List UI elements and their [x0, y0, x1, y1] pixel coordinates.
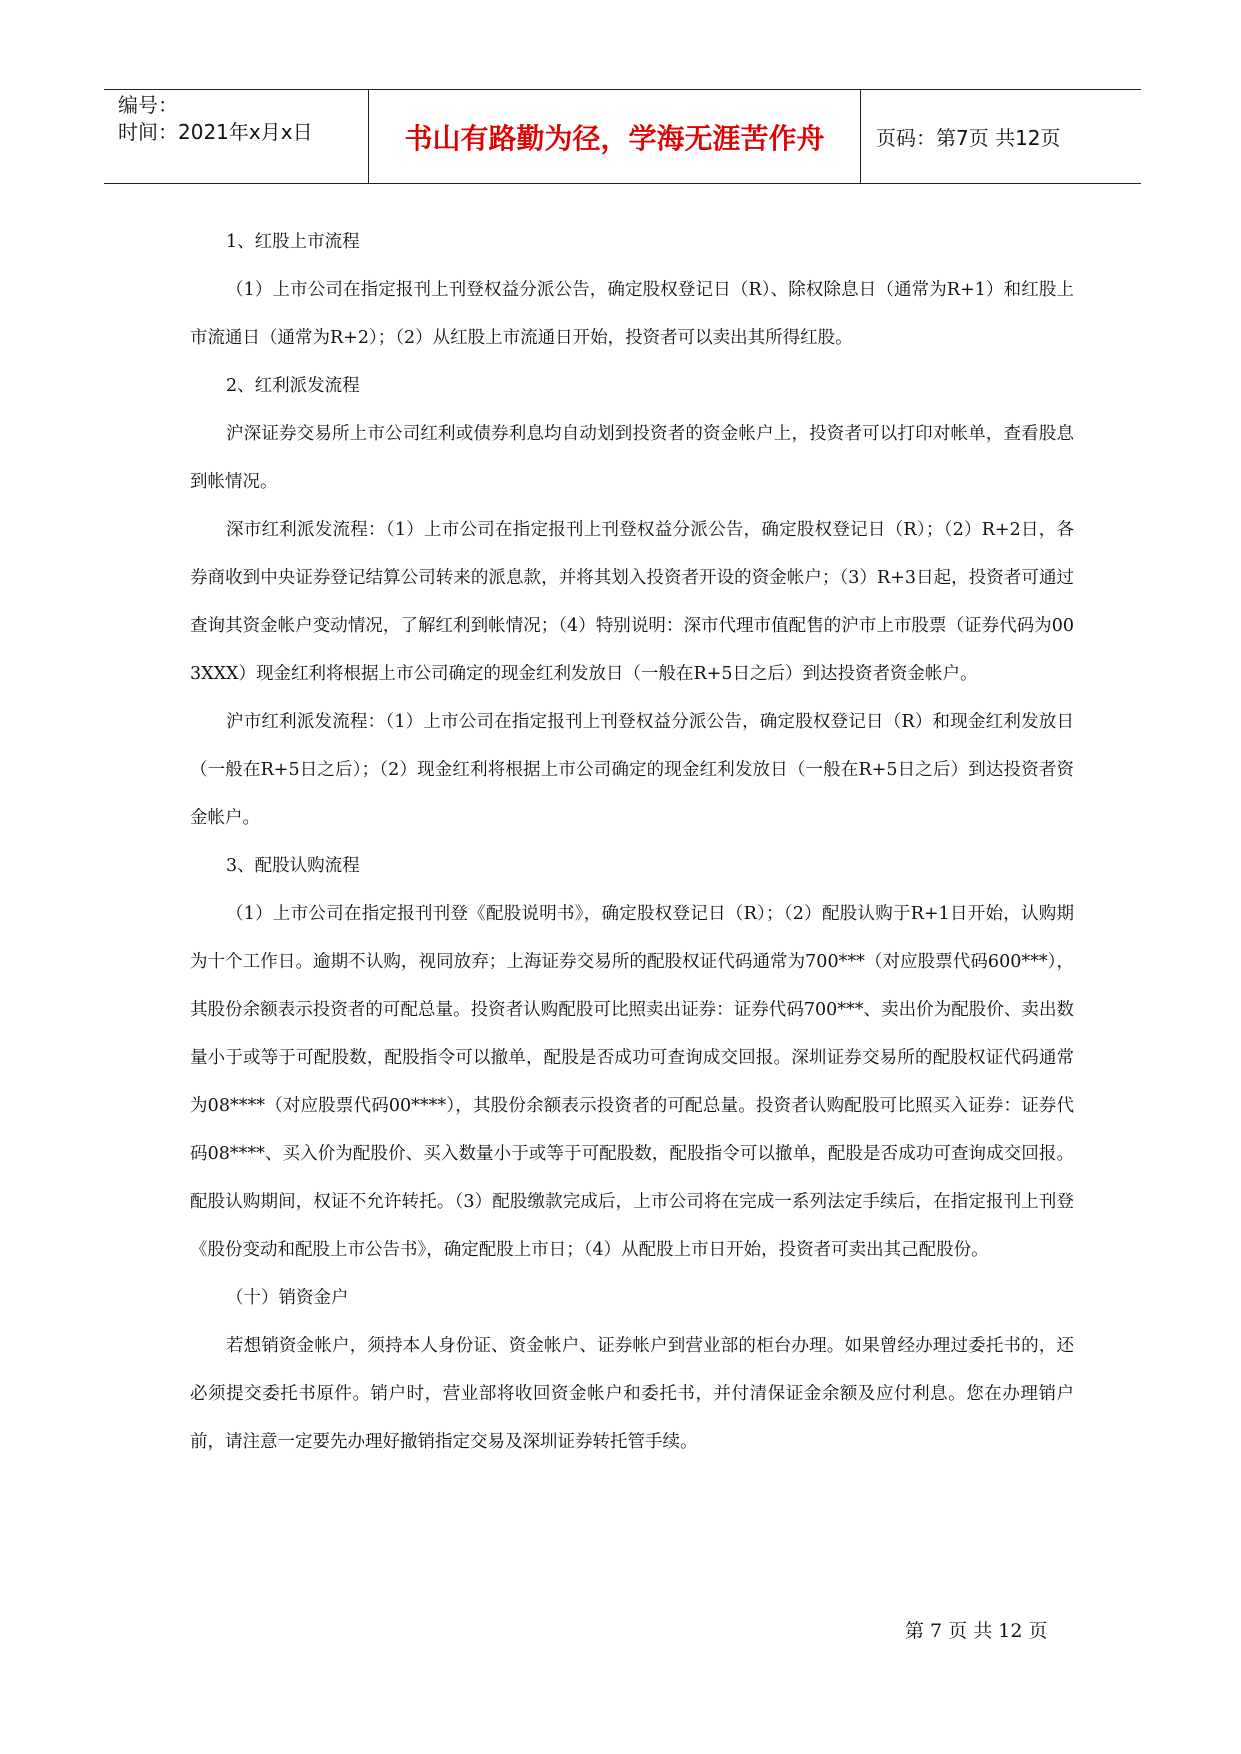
- paragraph: 深市红利派发流程：（1）上市公司在指定报刊上刊登权益分派公告，确定股权登记日（R）；（2）R+2日，各券商收到中央证券登记结算公司转来的派息款，并将其划入投资者开设的资金帐户；（3）R+3日起，投资者可通过查询其资金帐户变动情况，了解红利到帐情况；（4）特别说明：深市代理市值配售的沪市上市股票（证券代码为003XXX）现金红利将根据上市公司确定的现金红利发放日（一般在R+5日之后）到达投资者资金帐户。: [190, 520, 1074, 684]
- doc-number-label: 编号：: [118, 93, 178, 117]
- header-motto: 书山有路勤为径，学海无涯苦作舟: [404, 121, 825, 155]
- section-title: 1、红股上市流程: [226, 232, 360, 252]
- header-divider: [860, 90, 861, 183]
- paragraph: 若想销资金帐户，须持本人身份证、资金帐户、证券帐户到营业部的柜台办理。如果曾经办理过委托书的，还必须提交委托书原件。销户时，营业部将收回资金帐户和委托书，并付清保证金余额及应付利息。您在办理销户前，请注意一定要先办理好撤销指定交易及深圳证券转托管手续。: [190, 1336, 1074, 1452]
- header-meta: [118, 92, 363, 146]
- doc-time-label: 时间：2021年x月x日: [118, 120, 313, 144]
- paragraph: 沪深证券交易所上市公司红利或债券利息均自动划到投资者的资金帐户上，投资者可以打印对帐单，查看股息到帐情况。: [190, 424, 1074, 492]
- section-title: 2、红利派发流程: [226, 376, 360, 396]
- section-title: （十）销资金户: [226, 1288, 349, 1308]
- paragraph: 沪市红利派发流程：（1）上市公司在指定报刊上刊登权益分派公告，确定股权登记日（R）和现金红利发放日（一般在R+5日之后）；（2）现金红利将根据上市公司确定的现金红利发放日（一般在R+5日之后）到达投资者资金帐户。: [190, 712, 1074, 828]
- document-body: [190, 218, 1074, 1466]
- section-title: 3、配股认购流程: [226, 856, 360, 876]
- header-page-info: 页码：第7页 共12页: [876, 126, 1061, 150]
- page-footer: 第 7 页 共 12 页: [905, 1620, 1048, 1642]
- page-header: [104, 89, 1141, 184]
- paragraph: （1）上市公司在指定报刊上刊登权益分派公告，确定股权登记日（R）、除权除息日（通常为R+1）和红股上市流通日（通常为R+2）；（2）从红股上市流通日开始，投资者可以卖出其所得红股。: [190, 280, 1074, 348]
- paragraph: （1）上市公司在指定报刊刊登《配股说明书》，确定股权登记日（R）；（2）配股认购于R+1日开始，认购期为十个工作日。逾期不认购，视同放弃；上海证券交易所的配股权证代码通常为700***（对应股票代码600***），其股份余额表示投资者的可配总量。投资者认购配股可比照卖出证券：证券代码700***、卖出价为配股价、卖出数量小于或等于可配股数，配股指令可以撤单，配股是否成功可查询成交回报。深圳证券交易所的配股权证代码通常为08****（对应股票代码00****），其股份余额表示投资者的可配总量。投资者认购配股可比照买入证券：证券代码08****、买入价为配股价、买入数量小于或等于可配股数，配股指令可以撤单，配股是否成功可查询成交回报。配股认购期间，权证不允许转托。（3）配股缴款完成后，上市公司将在完成一系列法定手续后，在指定报刊上刊登《股份变动和配股上市公告书》，确定配股上市日；（4）从配股上市日开始，投资者可卖出其己配股份。: [190, 904, 1074, 1260]
